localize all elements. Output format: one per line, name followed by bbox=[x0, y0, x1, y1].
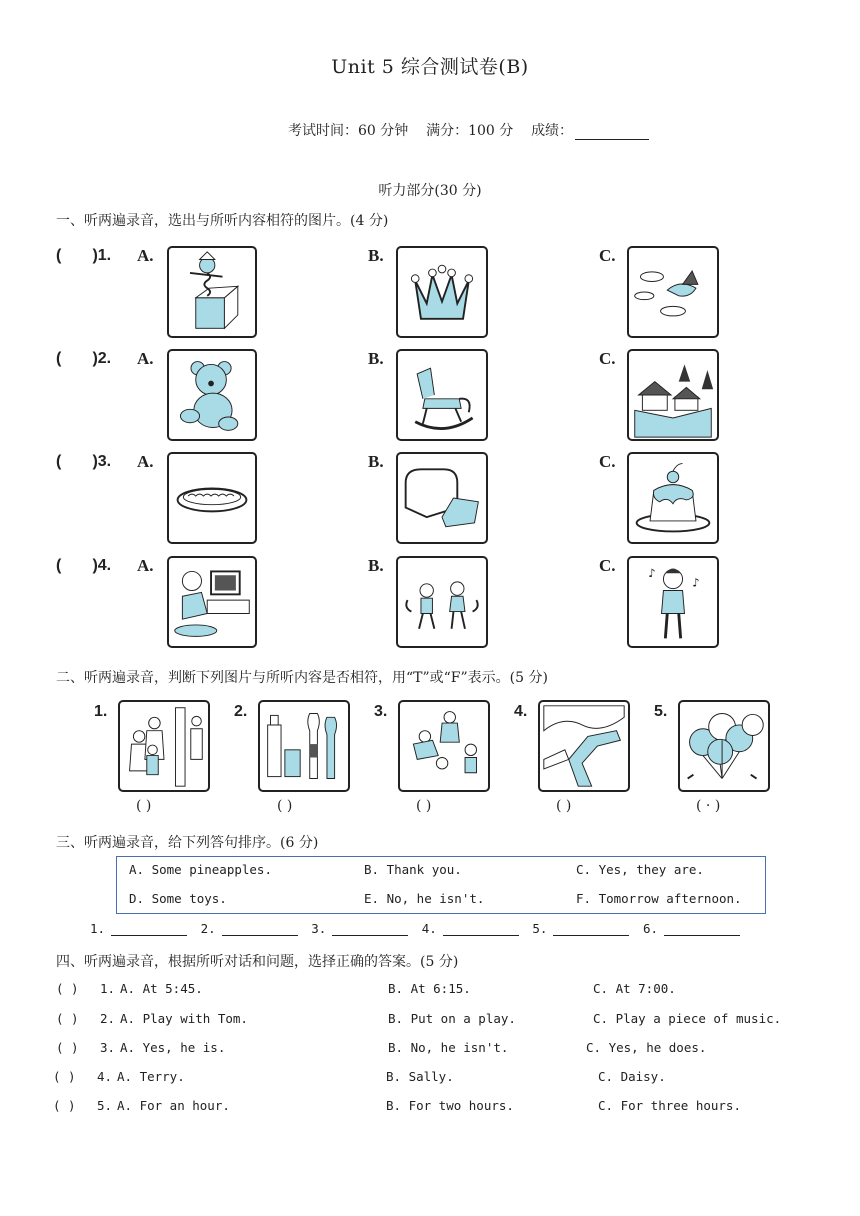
balloons-icon bbox=[678, 700, 770, 792]
drinks-bottles-icon bbox=[258, 700, 350, 792]
s1-q4-a-label: A. bbox=[137, 556, 154, 575]
s2-item5-num: 5. bbox=[654, 703, 668, 720]
s1-q1-c-label: C. bbox=[599, 246, 616, 265]
s4-q5-paren[interactable]: ( ) bbox=[53, 1098, 76, 1113]
page-title: Unit 5 综合测试卷(B) bbox=[331, 56, 529, 78]
crown-icon[interactable] bbox=[396, 246, 488, 338]
s4-q2-option-b: B. Put on a play. bbox=[388, 1011, 516, 1026]
s1-q2-a-label: A. bbox=[137, 349, 154, 368]
s4-q2-option-a: A. Play with Tom. bbox=[120, 1011, 248, 1026]
s4-q2-num: 2. bbox=[100, 1011, 116, 1026]
s3-blank-4[interactable] bbox=[443, 923, 519, 936]
s4-q5-num: 5. bbox=[97, 1098, 113, 1113]
s3-blank-5-num: 5. bbox=[532, 921, 548, 936]
s1-q1-paren-open[interactable]: ( bbox=[56, 247, 62, 264]
kids-dancing-icon[interactable] bbox=[396, 556, 488, 648]
s1-q4-b-label: B. bbox=[368, 556, 384, 575]
s3-option-d: D. Some toys. bbox=[129, 891, 227, 906]
bird-flying-icon[interactable] bbox=[627, 246, 719, 338]
exam-full-marks: 满分：100 分 bbox=[426, 123, 514, 139]
s4-q3-option-c: C. Yes, he does. bbox=[586, 1040, 707, 1055]
s4-q5-option-b: B. For two hours. bbox=[386, 1098, 514, 1113]
s3-blank-5[interactable] bbox=[553, 923, 629, 936]
s1-q3-label bbox=[56, 453, 111, 471]
s3-option-e: E. No, he isn't. bbox=[364, 891, 485, 906]
s4-q2-option-c: C. Play a piece of music. bbox=[593, 1011, 782, 1026]
s4-q1-option-c: C. At 7:00. bbox=[593, 981, 676, 996]
score-blank[interactable] bbox=[575, 125, 649, 140]
exam-info bbox=[288, 120, 649, 140]
s2-item3-num: 3. bbox=[374, 703, 388, 720]
s1-q2-label bbox=[56, 350, 111, 368]
exam-score-label: 成绩： bbox=[531, 123, 574, 139]
s1-q4-num: 4. bbox=[97, 557, 112, 574]
listening-header: 听力部分(30 分) bbox=[378, 183, 482, 199]
s2-item5-answer[interactable]: ( · ) bbox=[696, 798, 721, 814]
s3-blank-4-num: 4. bbox=[421, 921, 437, 936]
s1-q2-paren-open[interactable]: ( bbox=[56, 350, 62, 367]
s1-q1-b-label: B. bbox=[368, 246, 384, 265]
pudding-icon[interactable] bbox=[627, 452, 719, 544]
s4-q1-paren[interactable]: ( ) bbox=[56, 981, 79, 996]
s4-q3-option-a: A. Yes, he is. bbox=[120, 1040, 226, 1055]
boy-singing-icon[interactable] bbox=[627, 556, 719, 648]
family-door-icon bbox=[118, 700, 210, 792]
s4-q4-option-c: C. Daisy. bbox=[598, 1069, 666, 1084]
section4-heading: 四、听两遍录音，根据所听对话和问题，选择正确的答案。(5 分) bbox=[56, 954, 459, 970]
s2-item2-num: 2. bbox=[234, 703, 248, 720]
s1-q4-c-label: C. bbox=[599, 556, 616, 575]
s4-q2-paren[interactable]: ( ) bbox=[56, 1011, 79, 1026]
s1-q3-c-label: C. bbox=[599, 452, 616, 471]
s4-q4-option-b: B. Sally. bbox=[386, 1069, 454, 1084]
s1-q3-paren-open[interactable]: ( bbox=[56, 453, 62, 470]
s4-q5-option-a: A. For an hour. bbox=[117, 1098, 230, 1113]
boy-computer-icon[interactable] bbox=[167, 556, 257, 648]
s1-q2-c-label: C. bbox=[599, 349, 616, 368]
rocking-horse-icon[interactable] bbox=[396, 349, 488, 441]
s1-q2-b-label: B. bbox=[368, 349, 384, 368]
s3-blank-3[interactable] bbox=[332, 923, 408, 936]
s1-q1-paren-close: ) bbox=[92, 247, 98, 264]
s3-blank-2[interactable] bbox=[222, 923, 298, 936]
pie-icon[interactable] bbox=[167, 452, 257, 544]
s2-item1-num: 1. bbox=[94, 703, 108, 720]
s4-q4-num: 4. bbox=[97, 1069, 113, 1084]
jack-in-the-box-icon[interactable] bbox=[167, 246, 257, 338]
kids-football-icon bbox=[398, 700, 490, 792]
exam-time: 考试时间：60 分钟 bbox=[288, 123, 409, 139]
s3-blanks-row bbox=[90, 921, 746, 936]
s3-blank-6-num: 6. bbox=[642, 921, 659, 936]
s2-item2-answer[interactable]: ( ) bbox=[277, 798, 293, 814]
s3-option-c: C. Yes, they are. bbox=[576, 862, 704, 877]
svg-text:♪: ♪ bbox=[648, 566, 656, 581]
s3-option-b: B. Thank you. bbox=[364, 862, 462, 877]
s3-blank-3-num: 3. bbox=[311, 921, 327, 936]
s1-q4-label bbox=[56, 557, 111, 575]
village-house-icon[interactable] bbox=[627, 349, 719, 441]
s1-q3-a-label: A. bbox=[137, 452, 154, 471]
section1-heading: 一、听两遍录音，选出与所听内容相符的图片。(4 分) bbox=[56, 213, 389, 229]
s4-q1-option-a: A. At 5:45. bbox=[120, 981, 203, 996]
s3-blank-2-num: 2. bbox=[200, 921, 216, 936]
s1-q1-label bbox=[56, 247, 111, 265]
s3-option-f: F. Tomorrow afternoon. bbox=[576, 891, 742, 906]
s3-blank-1-num: 1. bbox=[90, 921, 106, 936]
svg-text:♪: ♪ bbox=[692, 575, 700, 590]
s4-q5-option-c: C. For three hours. bbox=[598, 1098, 741, 1113]
s1-q2-num: 2. bbox=[97, 350, 112, 367]
s1-q3-b-label: B. bbox=[368, 452, 384, 471]
s4-q3-paren[interactable]: ( ) bbox=[56, 1040, 79, 1055]
s1-q2-paren-close: ) bbox=[92, 350, 98, 367]
s1-q4-paren-open[interactable]: ( bbox=[56, 557, 62, 574]
s1-q3-paren-close: ) bbox=[92, 453, 98, 470]
s2-item1-answer[interactable]: ( ) bbox=[136, 798, 152, 814]
s2-item3-answer[interactable]: ( ) bbox=[416, 798, 432, 814]
s3-blank-1[interactable] bbox=[111, 923, 187, 936]
s4-q3-num: 3. bbox=[100, 1040, 116, 1055]
s2-item4-num: 4. bbox=[514, 703, 528, 720]
s1-q1-a-label: A. bbox=[137, 246, 154, 265]
s4-q1-num: 1. bbox=[100, 981, 116, 996]
s1-q4-paren-close: ) bbox=[92, 557, 98, 574]
s4-q3-option-b: B. No, he isn't. bbox=[388, 1040, 509, 1055]
section2-heading: 二、听两遍录音，判断下列图片与所听内容是否相符，用“T”或“F”表示。(5 分) bbox=[56, 670, 548, 686]
bread-icon[interactable] bbox=[396, 452, 488, 544]
s3-blank-6[interactable] bbox=[664, 923, 740, 936]
s4-q1-option-b: B. At 6:15. bbox=[388, 981, 471, 996]
s1-q3-num: 3. bbox=[97, 453, 112, 470]
s4-q4-paren[interactable]: ( ) bbox=[53, 1069, 76, 1084]
s2-item4-answer[interactable]: ( ) bbox=[556, 798, 572, 814]
section3-heading: 三、听两遍录音，给下列答句排序。(6 分) bbox=[56, 835, 319, 851]
s3-option-a: A. Some pineapples. bbox=[129, 862, 272, 877]
teddy-bear-icon[interactable] bbox=[167, 349, 257, 441]
s4-q4-option-a: A. Terry. bbox=[117, 1069, 185, 1084]
great-wall-icon bbox=[538, 700, 630, 792]
s1-q1-num: 1. bbox=[97, 247, 112, 264]
